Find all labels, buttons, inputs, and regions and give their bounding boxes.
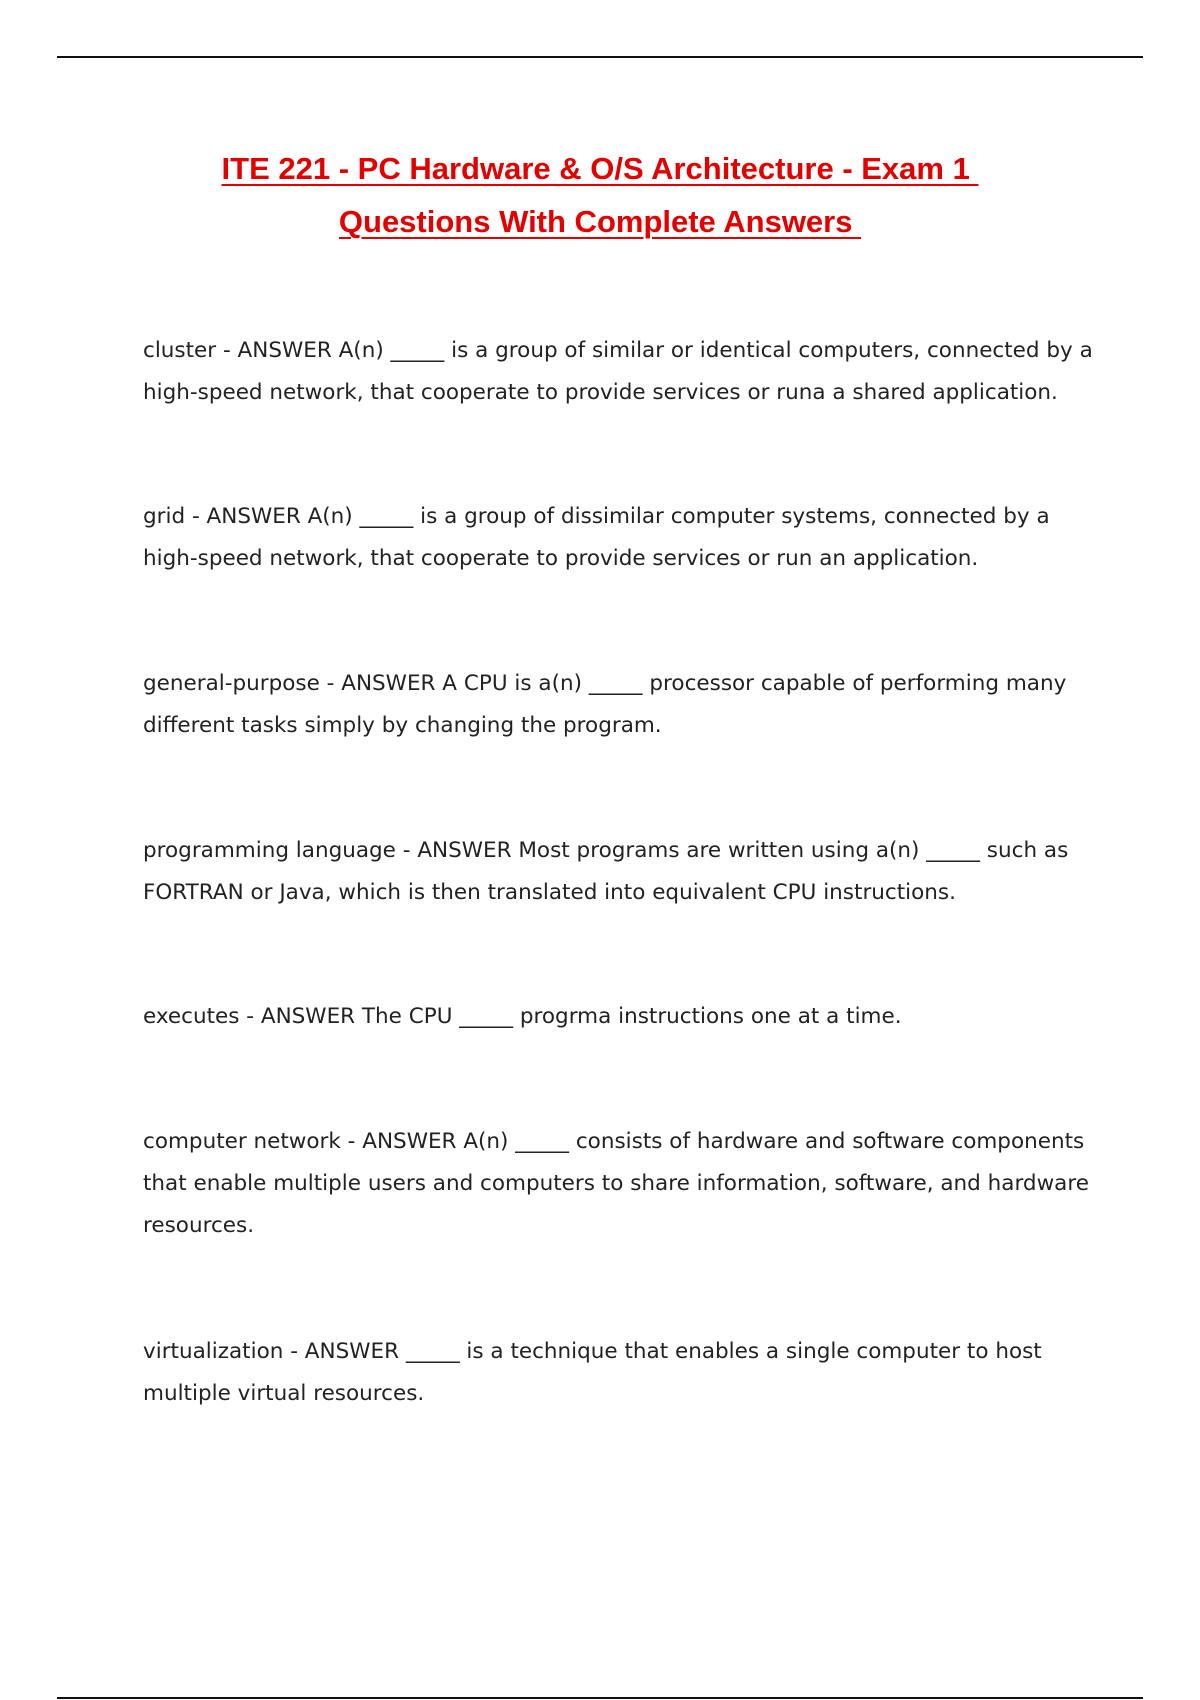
bottom-rule	[57, 1697, 1143, 1699]
qa-item-general-purpose: general-purpose - ANSWER A CPU is a(n) _____ processor capable of performing many different tasks simply by changing the program.	[143, 671, 1067, 738]
qa-item-cluster: cluster - ANSWER A(n) _____ is a group of similar or identical computers, connected by a high-speed network, that cooperate to provide services or runa a shared application.	[143, 338, 1093, 405]
qa-item-computer-network: computer network - ANSWER A(n) _____ consists of hardware and software components that enable multiple users and computers to share information, software, and hardware resources.	[143, 1129, 1089, 1238]
top-rule	[57, 56, 1143, 58]
title-line-2: Questions With Complete Answers	[338, 204, 862, 239]
qa-item-executes: executes - ANSWER The CPU _____ progrma instructions one at a time.	[143, 1004, 902, 1029]
document-title	[0, 142, 1200, 248]
title-line-1: ITE 221 - PC Hardware & O/S Architecture - Exam 1	[221, 151, 979, 186]
qa-item-programming-language: programming language - ANSWER Most programs are written using a(n) _____ such as FORTRAN or Java, which is then translated into equivalent CPU instructions.	[143, 838, 1069, 905]
qa-item-virtualization: virtualization - ANSWER _____ is a technique that enables a single computer to host multiple virtual resources.	[143, 1339, 1042, 1406]
qa-item-grid: grid - ANSWER A(n) _____ is a group of dissimilar computer systems, connected by a high-speed network, that cooperate to provide services or run an application.	[143, 504, 1050, 571]
